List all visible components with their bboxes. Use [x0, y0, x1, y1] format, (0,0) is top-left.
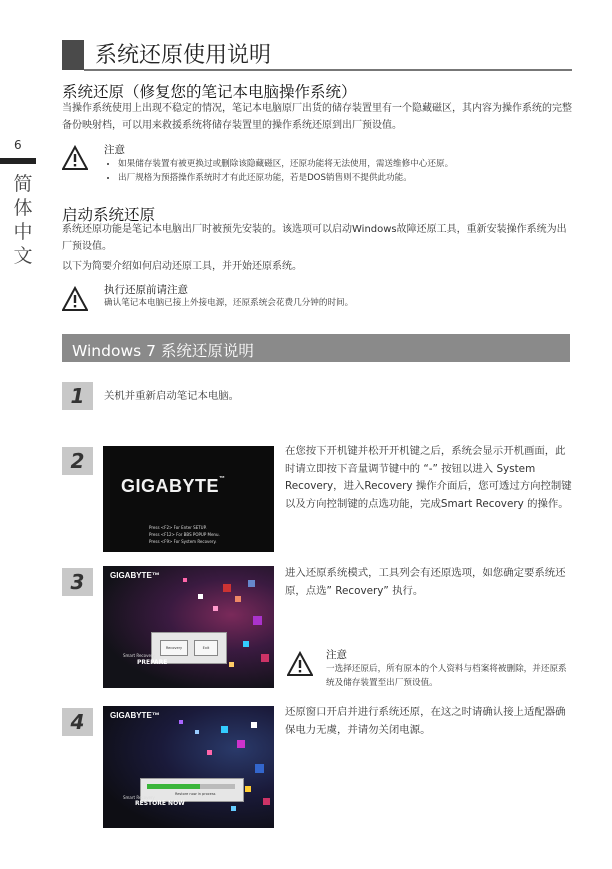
note-text: 一选择还原后，所有原本的个人资料与档案将被删除，并还原系统及储存装置至出厂预设值。 [326, 664, 567, 688]
step-number: 4 [70, 710, 85, 734]
gigabyte-logo: GIGABYTE [121, 476, 220, 496]
boot-hint: Press <F9> For System Recovery. [149, 539, 217, 544]
note-item: • 如果储存装置有被更换过或删除该隐藏磁区，还原功能将无法使用，需送维修中心还原。 [118, 157, 578, 171]
decorative-cubes [103, 706, 274, 828]
step-number-box [62, 568, 93, 596]
warning-icon [62, 286, 88, 312]
boot-screen-image [103, 446, 274, 552]
note-title: 执行还原前请注意 [104, 284, 188, 296]
boot-hint: Press <F12> For BBS POPUP Menu. [149, 532, 220, 537]
step-text: 关机并重新启动笔记本电脑。 [104, 390, 240, 402]
note-item: • 出厂规格为预搭操作系统时才有此还原功能，若是DOS销售则不提供此功能。 [118, 171, 578, 185]
step-number: 2 [70, 449, 85, 473]
smart-recovery-caption: Smart Recovery [123, 653, 155, 658]
smart-recovery-caption: Smart Recovery [123, 795, 155, 800]
step-text: 在您按下开机键并松开开机键之后，系统会显示开机画面，此时请立即按下音量调节键中的 “-” 按钮以进入 System Recovery，进入Recovery 操作介面后，您可透过方向控制键以及方向控制键的点选功能，完成Smart Recovery 的操作。 [285, 445, 572, 510]
decorative-cubes [103, 566, 274, 688]
page-number: 6 [14, 138, 22, 152]
side-tab-bar [0, 158, 36, 164]
section-body-system-restore: 当操作系统使用上出现不稳定的情况，笔记本电脑原厂出货的储存装置里有一个隐藏磁区，其内容为操作系统的完整备份映射档，可以用来救援系统将储存装置里的操作系统还原到出厂预设值。 [62, 103, 572, 131]
progress-fill [147, 784, 200, 789]
exit-button[interactable]: Exit [194, 640, 218, 656]
step-text: 还原窗口开启并进行系统还原，在这之时请确认接上适配器确保电力无虞，并请勿关闭电源。 [285, 706, 566, 736]
recovery-screen-image [103, 566, 274, 688]
warning-icon [287, 651, 313, 677]
restore-screen-image [103, 706, 274, 828]
section-heading-start-restore: 启动系统还原 [62, 206, 156, 224]
boot-hint: Press <F2> For Enter SETUP. [149, 525, 207, 530]
language-label: 简体中文 [13, 173, 33, 267]
warning-icon [62, 145, 88, 171]
note-text: 确认笔记本电脑已接上外接电源，还原系统会花费几分钟的时间。 [104, 298, 354, 308]
section-body-start-restore: 系统还原功能是笔记本电脑出厂时被预先安装的。该选项可以启动Windows故障还原工具，重新安装操作系统为出厂预设值。 [62, 224, 567, 252]
step-text: 进入还原系统模式，工具列会有还原选项，如您确定要系统还原，点选” Recovery” 执行。 [285, 567, 566, 597]
progress-label: Restore now in process [175, 792, 216, 796]
header-rule [84, 69, 572, 71]
recovery-button[interactable]: Recovery [160, 640, 188, 656]
boot-hint-lines [149, 524, 220, 545]
note-title: 注意 [326, 649, 347, 661]
header-block [62, 40, 84, 70]
banner-title: Windows 7 系统还原说明 [72, 342, 254, 360]
gigabyte-logo: GIGABYTE™ [110, 711, 160, 720]
section-heading-system-restore: 系统还原（修复您的笔记本电脑操作系统） [62, 83, 357, 101]
note-title: 注意 [104, 144, 125, 156]
prepare-caption: PREPARE [137, 659, 168, 666]
restore-dialog [140, 778, 244, 802]
page-title: 系统还原使用说明 [95, 43, 272, 68]
step-number-box [62, 447, 93, 475]
step-number-box [62, 382, 93, 410]
progress-track [147, 784, 235, 789]
section-intro: 以下为简要介绍如何启动还原工具，并开始还原系统。 [62, 261, 302, 272]
step-number: 3 [70, 570, 85, 594]
note-list [104, 157, 578, 185]
step-number: 1 [70, 384, 85, 408]
step-number-box [62, 708, 93, 736]
trademark-mark: ™ [219, 476, 226, 482]
gigabyte-logo: GIGABYTE™ [110, 571, 160, 580]
restore-now-caption: RESTORE NOW [135, 800, 185, 807]
